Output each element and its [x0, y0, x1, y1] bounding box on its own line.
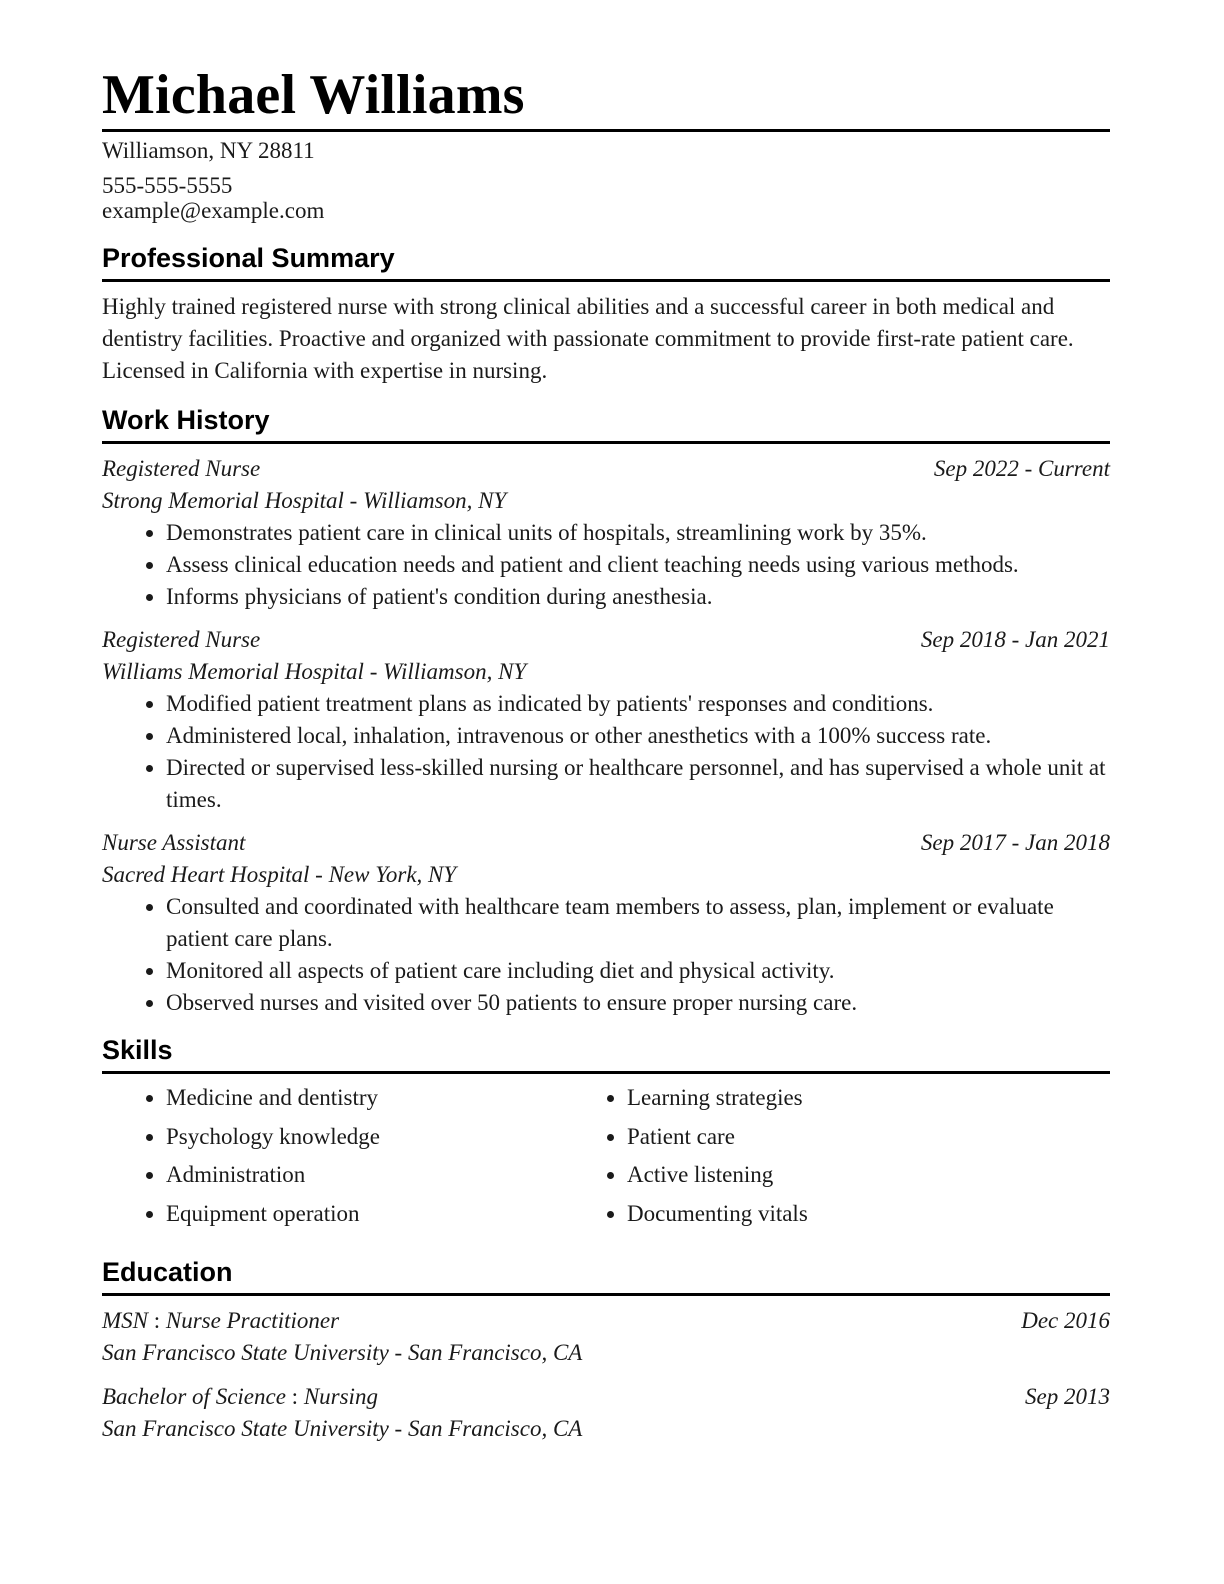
education-separator: : — [148, 1308, 166, 1333]
education-degree-line — [102, 1305, 339, 1337]
contact-phone: 555-555-5555 — [102, 173, 233, 198]
summary-divider — [102, 279, 1110, 282]
job-dates: Sep 2022 - Current — [933, 456, 1110, 481]
job-bullet: • Assess clinical education needs and patient and client teaching needs using various methods. — [166, 549, 1110, 581]
skills-divider — [102, 1071, 1110, 1074]
job-bullets — [102, 517, 1110, 613]
skills-section — [102, 1033, 1110, 1233]
job-employer: Williams Memorial Hospital - Williamson, NY — [102, 659, 527, 684]
skill-item: • Documenting vitals — [627, 1195, 1110, 1234]
contact-address: Williamson, NY 28811 — [102, 138, 315, 163]
education-title: Education — [102, 1257, 233, 1287]
summary-title: Professional Summary — [102, 243, 395, 273]
job-bullet: • Demonstrates patient care in clinical units of hospitals, streamlining work by 35%. — [166, 517, 1110, 549]
skill-item: • Learning strategies — [627, 1079, 1110, 1118]
work-section — [102, 403, 1110, 1019]
contact-block — [102, 136, 1110, 227]
skills-grid — [102, 1079, 1110, 1233]
education-entry — [102, 1381, 1110, 1445]
skill-item: • Psychology knowledge — [166, 1118, 563, 1157]
job-entry — [102, 827, 1110, 1019]
education-field: Nurse Practitioner — [165, 1308, 340, 1333]
skill-item: • Medicine and dentistry — [166, 1079, 563, 1118]
job-bullet: • Modified patient treatment plans as indicated by patients' responses and conditions. — [166, 688, 1110, 720]
contact-email: example@example.com — [102, 198, 325, 223]
education-degree: Bachelor of Science — [102, 1384, 286, 1409]
summary-section — [102, 241, 1110, 387]
education-field: Nursing — [303, 1384, 378, 1409]
resume-page — [102, 64, 1110, 1457]
job-role: Nurse Assistant — [102, 830, 246, 855]
job-employer: Sacred Heart Hospital - New York, NY — [102, 862, 457, 887]
skill-item: • Active listening — [627, 1156, 1110, 1195]
education-school: San Francisco State University - San Francisco, CA — [102, 1340, 583, 1365]
job-bullets — [102, 891, 1110, 1019]
job-bullet: • Observed nurses and visited over 50 patients to ensure proper nursing care. — [166, 987, 1110, 1019]
job-bullet: • Consulted and coordinated with healthcare team members to assess, plan, implement or evaluate patient care plans. — [166, 891, 1110, 955]
job-bullet: • Administered local, inhalation, intravenous or other anesthetics with a 100% success rate. — [166, 720, 1110, 752]
education-divider — [102, 1293, 1110, 1296]
skill-item: • Administration — [166, 1156, 563, 1195]
job-entry — [102, 624, 1110, 816]
education-degree: MSN — [102, 1308, 148, 1333]
job-dates: Sep 2017 - Jan 2018 — [920, 830, 1110, 855]
education-degree-line — [102, 1381, 378, 1413]
candidate-name: Michael Williams — [102, 64, 525, 126]
job-bullet: • Monitored all aspects of patient care including diet and physical activity. — [166, 955, 1110, 987]
header-divider — [102, 129, 1110, 132]
education-school: San Francisco State University - San Francisco, CA — [102, 1416, 583, 1441]
education-date: Sep 2013 — [1025, 1384, 1110, 1409]
skills-column-right — [563, 1079, 1110, 1233]
education-entry — [102, 1305, 1110, 1369]
job-role: Registered Nurse — [102, 456, 261, 481]
job-bullets — [102, 688, 1110, 816]
job-bullet: • Informs physicians of patient's condition during anesthesia. — [166, 581, 1110, 613]
skills-column-left — [102, 1079, 563, 1233]
job-entry — [102, 453, 1110, 613]
skills-title: Skills — [102, 1035, 173, 1065]
work-title: Work History — [102, 405, 270, 435]
job-employer: Strong Memorial Hospital - Williamson, NY — [102, 488, 507, 513]
skill-item: • Patient care — [627, 1118, 1110, 1157]
job-dates: Sep 2018 - Jan 2021 — [920, 627, 1110, 652]
education-separator: : — [285, 1384, 304, 1409]
work-divider — [102, 441, 1110, 444]
summary-text: Highly trained registered nurse with strong clinical abilities and a successful career in both medical and dentistry facilities. Proactive and organized with passionate commitment to provide first-rate patient care. Licensed in California with expertise in nursing. — [102, 294, 1074, 383]
job-role: Registered Nurse — [102, 627, 261, 652]
education-section — [102, 1255, 1110, 1445]
job-bullet: • Directed or supervised less-skilled nursing or healthcare personnel, and has supervised a whole unit at times. — [166, 752, 1110, 816]
education-date: Dec 2016 — [1021, 1308, 1110, 1333]
skill-item: • Equipment operation — [166, 1195, 563, 1234]
